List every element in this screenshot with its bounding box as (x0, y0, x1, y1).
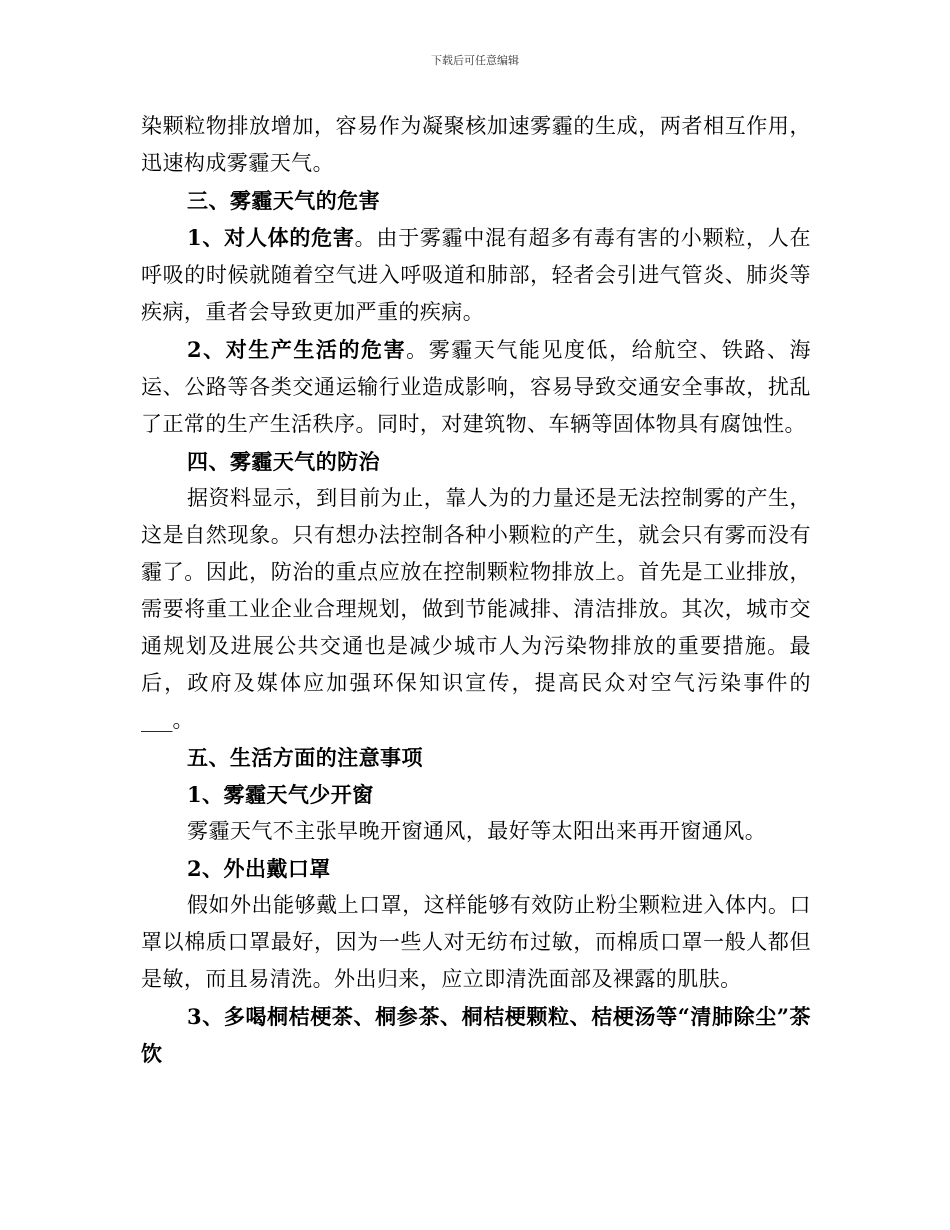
paragraph-human-hazard-text: 。由于雾霾中混有超多有毒有害的小颗粒，人在呼吸的时候就随着空气进入呼吸道和肺部，轻者会引进气管炎、肺炎等疾病，重者会导致更加严重的疾病。 (141, 226, 811, 324)
subheading-production-hazard: 2、对生产生活的危害 (187, 337, 407, 362)
subheading-human-hazard: 1、对人体的危害 (187, 225, 355, 250)
section-heading-hazards: 三、雾霾天气的危害 (187, 188, 381, 213)
subheading-mask: 2、外出戴口罩 (187, 856, 331, 881)
subheading-windows: 1、雾霾天气少开窗 (187, 782, 374, 807)
paragraph-prevention-end: 。 (172, 708, 194, 732)
paragraph-production-hazard-text: 。雾霾天气能见度低，给航空、铁路、海运、公路等各类交通运输行业造成影响，容易导致交通安全事故，扰乱了正常的生产生活秩序。同时，对建筑物、车辆等固体物具有腐蚀性。 (141, 338, 811, 436)
section-heading-prevention: 四、雾霾天气的防治 (187, 449, 381, 474)
paragraph-prevention-text: 据资料显示，到目前为止，靠人为的力量还是无法控制雾的产生，这是自然现象。只有想办法控制各种小颗粒的产生，就会只有雾而没有霾了。因此，防治的重点应放在控制颗粒物排放上。首先是工业排放，需要将重工业企业合理规划，做到节能减排、清洁排放。其次，城市交通规划及进展公共交通也是减少城市人为污染物排放的重要措施。最后，政府及媒体应加强环保知识宣传，提高民众对空气污染事件的 (141, 486, 811, 695)
fill-in-blank: ___ (141, 708, 173, 732)
page-header-note: 下载后可任意编辑 (431, 54, 519, 67)
paragraph-mask: 假如外出能够戴上口罩，这样能够有效防止粉尘颗粒进入体内。口罩以棉质口罩最好，因为一些人对无纺布过敏，而棉质口罩一般人都但是敏，而且易清洗。外出归来，应立即清洗面部及裸露的肌肤。 (141, 893, 811, 991)
paragraph-windows: 雾霾天气不主张早晚开窗通风，最好等太阳出来再开窗通风。 (187, 819, 767, 843)
paragraph-production-hazard (141, 331, 811, 443)
paragraph-pollution-continuation: 染颗粒物排放增加，容易作为凝聚核加速雾霾的生成，两者相互作用，迅速构成雾霾天气。 (141, 114, 811, 175)
document-body (141, 108, 811, 1072)
subheading-tea: 3、多喝桐桔梗茶、桐参茶、桐桔梗颗粒、桔梗汤等“清肺除尘”茶饮 (141, 1004, 811, 1066)
section-heading-daily-life: 五、生活方面的注意事项 (187, 745, 423, 770)
paragraph-human-hazard (141, 219, 811, 331)
paragraph-prevention (141, 480, 811, 739)
